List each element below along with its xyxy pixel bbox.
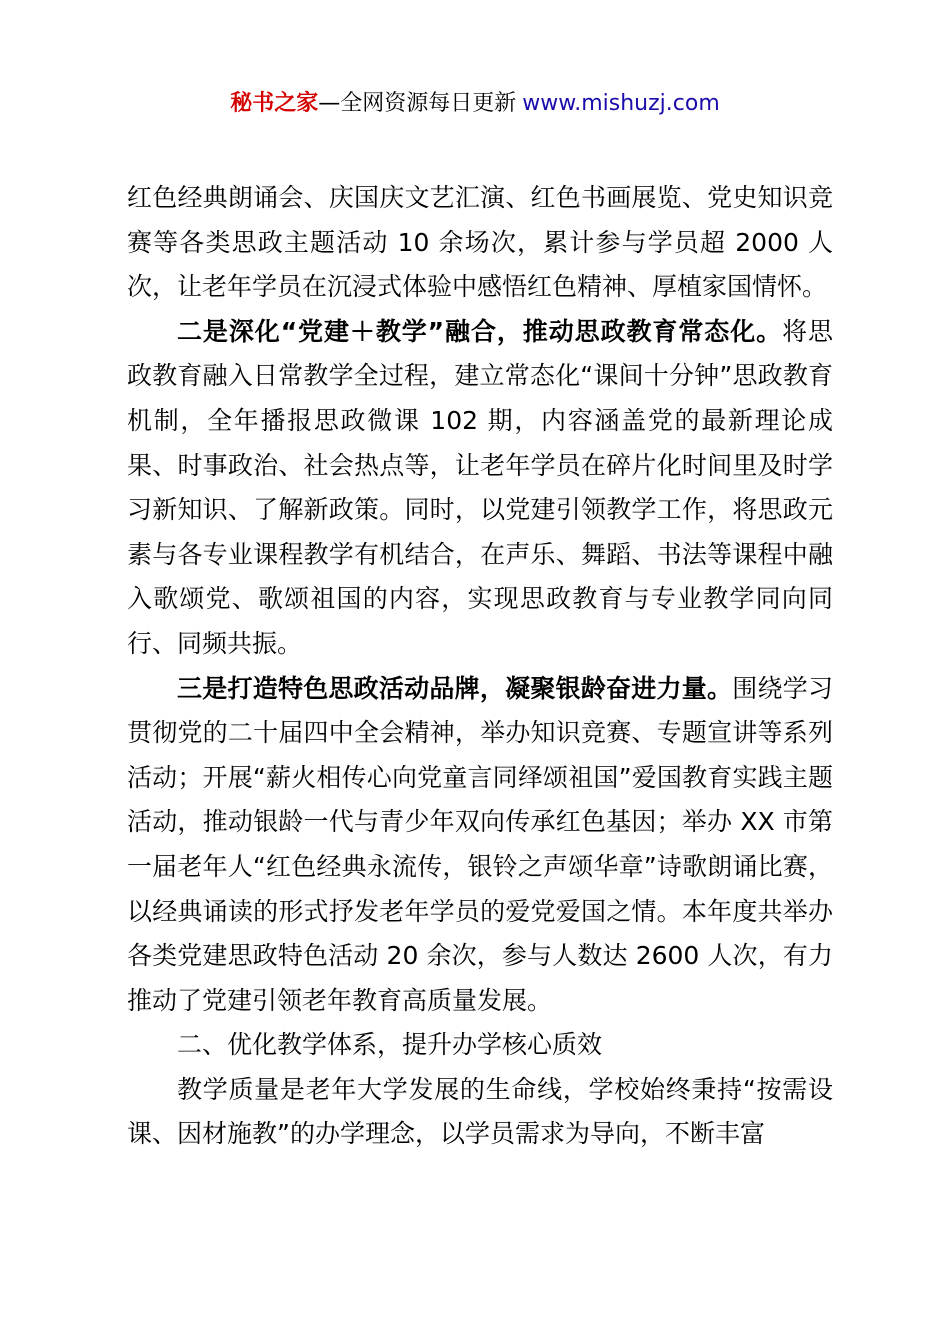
paragraph-teaching-quality: 教学质量是老年大学发展的生命线，学校始终秉持“按需设课、因材施教”的办学理念，以学员需求为导向，不断丰富 xyxy=(127,1074,833,1149)
paragraph-body: 围绕学习贯彻党的二十届四中全会精神，举办知识竞赛、专题宣讲等系列活动；开展“薪火相传心向党童言同绎颂祖国”爱国教育实践主题活动，推动银龄一代与青少年双向传承红色基因；举办 XX 市第一届老年人“红色经典永流传，银铃之声颂华章”诗歌朗诵比赛，以经典诵读的形式抒发老年学员的爱党爱国之情。本年度共举办各类党建思政特色活动 20 余次，参与人数达 2600 人次，有力推动了党建引领老年教育高质量发展。 xyxy=(127,673,833,1015)
paragraph-activity-brand xyxy=(127,667,833,1024)
header-tagline: —全网资源每日更新 xyxy=(318,91,517,116)
paragraph-continuation: 红色经典朗诵会、庆国庆文艺汇演、红色书画展览、党史知识竞赛等各类思政主题活动 10 余场次，累计参与学员超 2000 人次，让老年学员在沉浸式体验中感悟红色精神、厚植家国情怀。 xyxy=(127,183,833,302)
paragraph-lead-bold: 三是打造特色思政活动品牌，凝聚银龄奋进力量。 xyxy=(177,673,733,703)
paragraph-lead-bold: 二是深化“党建＋教学”融合，推动思政教育常态化。 xyxy=(177,316,783,346)
section-heading: 二、优化教学体系，提升办学核心质效 xyxy=(177,1030,603,1060)
paragraph-body: 将思政教育融入日常教学全过程，建立常态化“课间十分钟”思政教育机制，全年播报思政微课 102 期，内容涵盖党的最新理论成果、时事政治、社会热点等，让老年学员在碎片化时间里及时学习新知识、了解新政策。同时，以党建引领教学工作，将思政元素与各专业课程教学有机结合，在声乐、舞蹈、书法等课程中融入歌颂党、歌颂祖国的内容，实现思政教育与专业教学同向同行、同频共振。 xyxy=(127,316,833,658)
document-body xyxy=(127,176,833,1157)
brand-name: 秘书之家 xyxy=(230,91,319,116)
paragraph-party-teaching xyxy=(127,310,833,667)
website-link[interactable]: www.mishuzj.com xyxy=(522,91,720,116)
page-header xyxy=(0,88,950,120)
